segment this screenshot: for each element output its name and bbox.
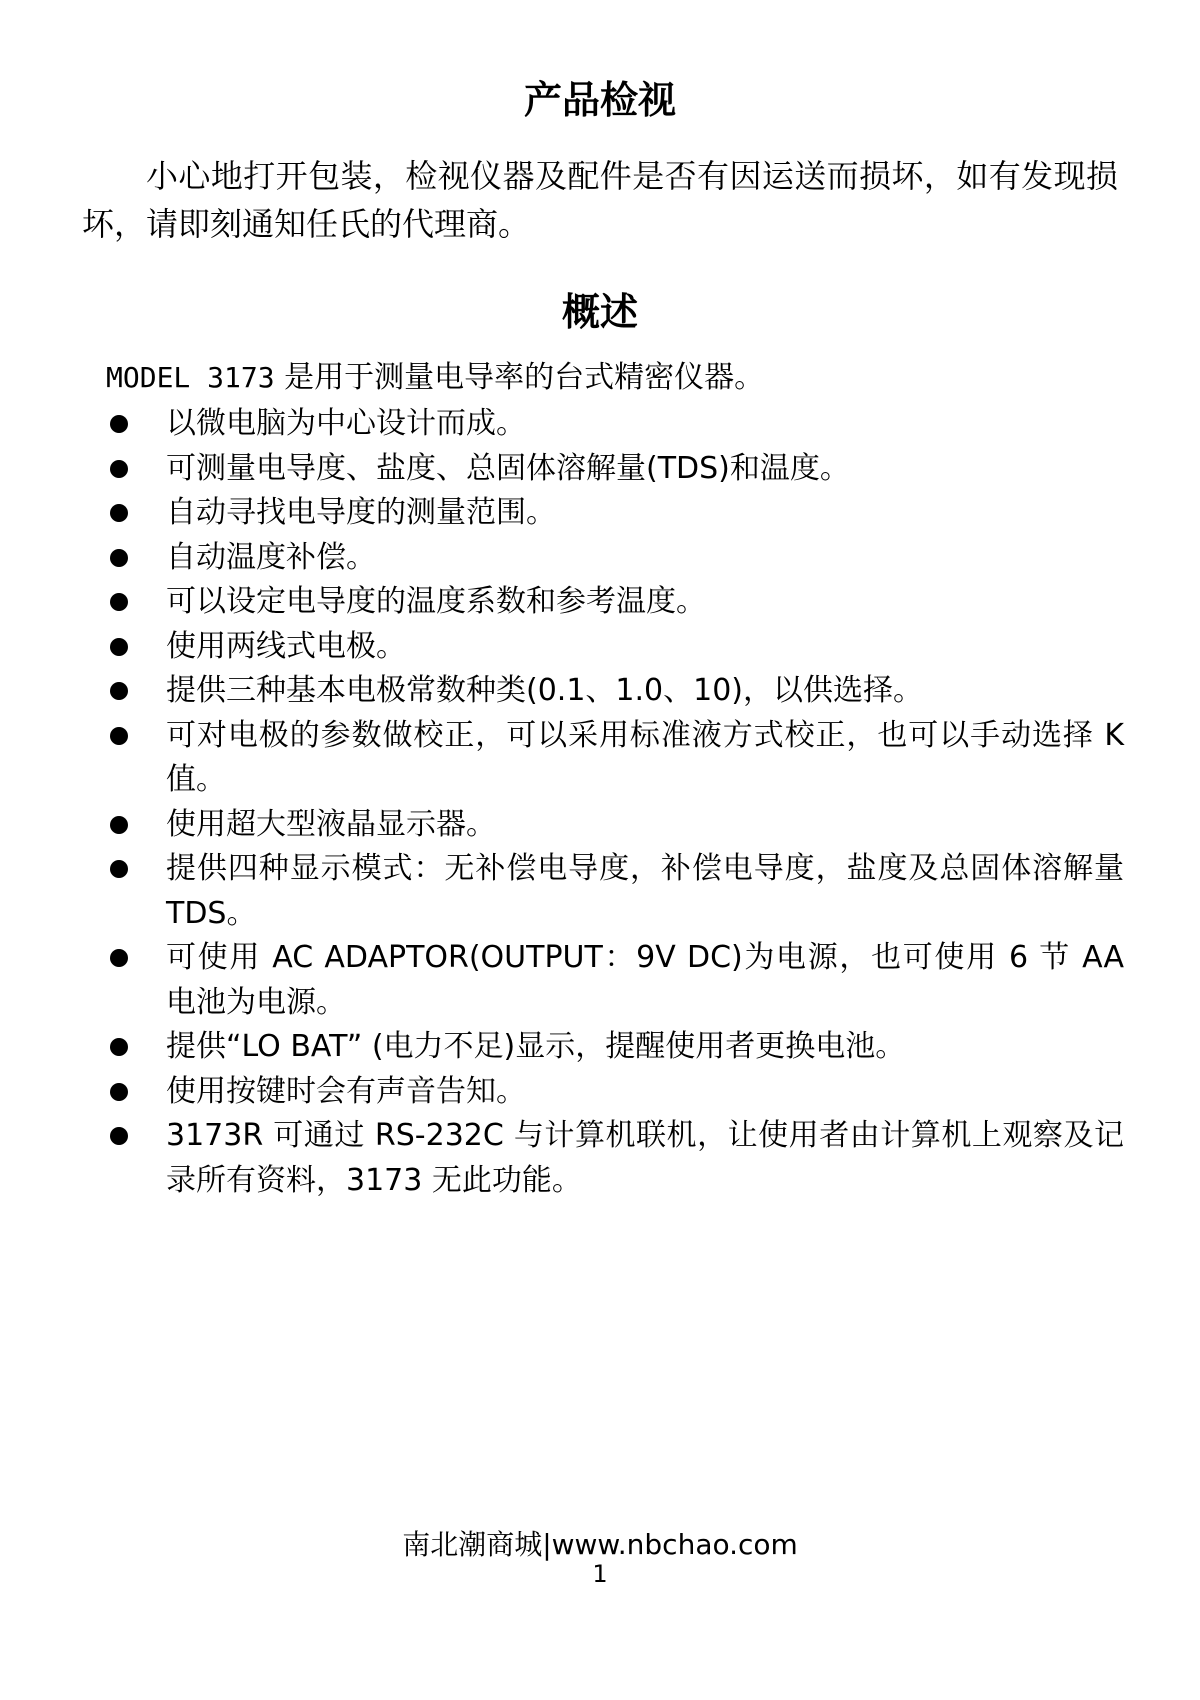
list-item — [0, 714, 1124, 803]
footer-site-text: 南北潮商城|www.nbchao.com — [402, 1528, 798, 1561]
bullet-icon — [110, 460, 128, 478]
bullet-icon — [110, 860, 128, 878]
list-item — [0, 447, 1124, 492]
bullet-icon — [110, 949, 128, 967]
list-item — [0, 1025, 1124, 1070]
list-item — [0, 803, 1124, 848]
feature-list — [0, 402, 1200, 1203]
list-item-text: 使用超大型液晶显示器。 — [166, 806, 496, 842]
list-item-text: 可以设定电导度的温度系数和参考温度。 — [166, 584, 706, 619]
list-item-text: 使用两线式电极。 — [166, 628, 406, 664]
bullet-icon — [110, 549, 128, 567]
list-item-text: 可对电极的参数做校正，可以采用标准液方式校正，也可以手动选择 K 值。 — [166, 717, 1124, 797]
list-item — [0, 669, 1124, 714]
list-item — [0, 847, 1124, 936]
list-item — [0, 625, 1124, 670]
bullet-icon — [110, 593, 128, 611]
bullet-icon — [110, 415, 128, 433]
list-item-text: 可测量电导度、盐度、总固体溶解量(TDS)和温度。 — [166, 450, 850, 486]
list-item-text: 提供“LO BAT” (电力不足)显示，提醒使用者更换电池。 — [166, 1029, 906, 1064]
bullet-icon — [110, 727, 128, 745]
bullet-icon — [110, 816, 128, 834]
list-item — [0, 491, 1124, 536]
overview-lead-text: 是用于测量电导率的台式精密仪器。 — [284, 360, 765, 395]
inspection-title: 产品检视 — [523, 78, 676, 122]
list-item-text: 使用按键时会有声音告知。 — [166, 1073, 526, 1109]
list-item — [0, 936, 1124, 1025]
list-item-text: 自动寻找电导度的测量范围。 — [166, 495, 556, 530]
list-item — [0, 1070, 1124, 1115]
list-item-text: 提供四种显示模式：无补偿电导度，补偿电导度，盐度及总固体溶解量 TDS。 — [166, 851, 1124, 931]
list-item-text: 提供三种基本电极常数种类(0.1、1.0、10)，以供选择。 — [166, 673, 924, 708]
overview-lead — [106, 356, 764, 400]
bullet-icon — [110, 1083, 128, 1101]
page-number: 1 — [592, 1560, 608, 1588]
bullet-icon — [110, 504, 128, 522]
list-item — [0, 1114, 1124, 1203]
inspection-paragraph: 小心地打开包装，检视仪器及配件是否有因运送而损坏，如有发现损坏，请即刻通知任氏的代理商。 — [82, 157, 1118, 243]
list-item — [0, 536, 1124, 581]
list-item-text: 以微电脑为中心设计而成。 — [166, 406, 526, 441]
bullet-icon — [110, 1038, 128, 1056]
list-item-text: 可使用 AC ADAPTOR(OUTPUT：9V DC)为电源，也可使用 6 节 AA 电池为电源。 — [166, 940, 1124, 1020]
bullet-icon — [110, 638, 128, 656]
list-item-text: 自动温度补偿。 — [166, 539, 376, 575]
bullet-icon — [110, 682, 128, 700]
list-item-text: 3173R 可通过 RS-232C 与计算机联机，让使用者由计算机上观察及记录所有资料，3173 无此功能。 — [166, 1118, 1124, 1198]
list-item — [0, 580, 1124, 625]
list-item — [0, 402, 1124, 447]
overview-lead-model: MODEL 3173 — [106, 361, 275, 394]
overview-title: 概述 — [561, 290, 638, 334]
bullet-icon — [110, 1127, 128, 1145]
